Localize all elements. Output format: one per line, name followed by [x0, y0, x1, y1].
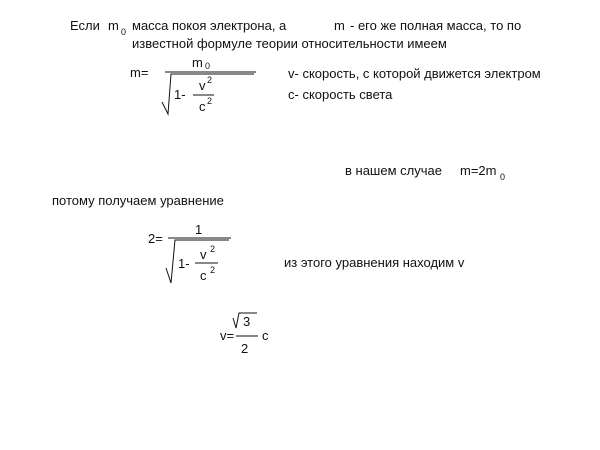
formula2-c-exponent: 2	[210, 265, 216, 275]
intro-rest-mass-symbol: m	[108, 18, 119, 33]
formula2-radical-sign	[166, 240, 229, 283]
formula2-inner-c: c	[200, 268, 207, 283]
formula1-c-exponent: 2	[207, 96, 213, 106]
intro-word-if: Если	[70, 18, 100, 33]
formula2-one-minus: 1-	[178, 256, 190, 271]
formula1-radical-sign	[162, 74, 254, 114]
formula1-numerator-subscript: 0	[205, 61, 211, 71]
case-equation-subscript: 0	[500, 172, 506, 182]
case-text: в нашем случае	[345, 163, 442, 178]
case-equation: m=2m	[460, 163, 497, 178]
formula1-inner-c: c	[199, 99, 206, 114]
note-velocity-definition: v- скорость, с которой движется электром	[288, 66, 541, 81]
formula3-lhs: v=	[220, 328, 235, 343]
formula2-inner-v: v	[200, 247, 207, 262]
formula2-v-exponent: 2	[210, 244, 216, 254]
formula1-inner-v: v	[199, 78, 206, 93]
formula1-lhs: m=	[130, 65, 149, 80]
formula1-numerator-m: m	[192, 55, 203, 70]
intro-text-full-mass: - его же полная масса, то по	[350, 18, 522, 33]
formula2-numerator: 1	[195, 222, 203, 237]
formula2-lhs: 2=	[148, 231, 163, 246]
formula1-one-minus: 1-	[174, 87, 186, 102]
intro-full-mass-symbol: m	[334, 18, 345, 33]
formula1-v-exponent: 2	[207, 75, 213, 85]
formula3-sqrt-radicand: 3	[243, 314, 251, 329]
intro-line-2: известной формуле теории относительности имеем	[132, 36, 447, 51]
therefore-text: потому получаем уравнение	[52, 193, 224, 208]
intro-text-rest-mass: масса покоя электрона, а	[132, 18, 287, 33]
find-v-text: из этого уравнения находим v	[284, 255, 465, 270]
formula3-denominator: 2	[241, 341, 249, 356]
formula3-c: c	[262, 328, 269, 343]
formula3-radical-sign	[233, 313, 257, 328]
note-light-speed-definition: c- скорость света	[288, 87, 393, 102]
intro-rest-mass-subscript: 0	[121, 27, 127, 37]
